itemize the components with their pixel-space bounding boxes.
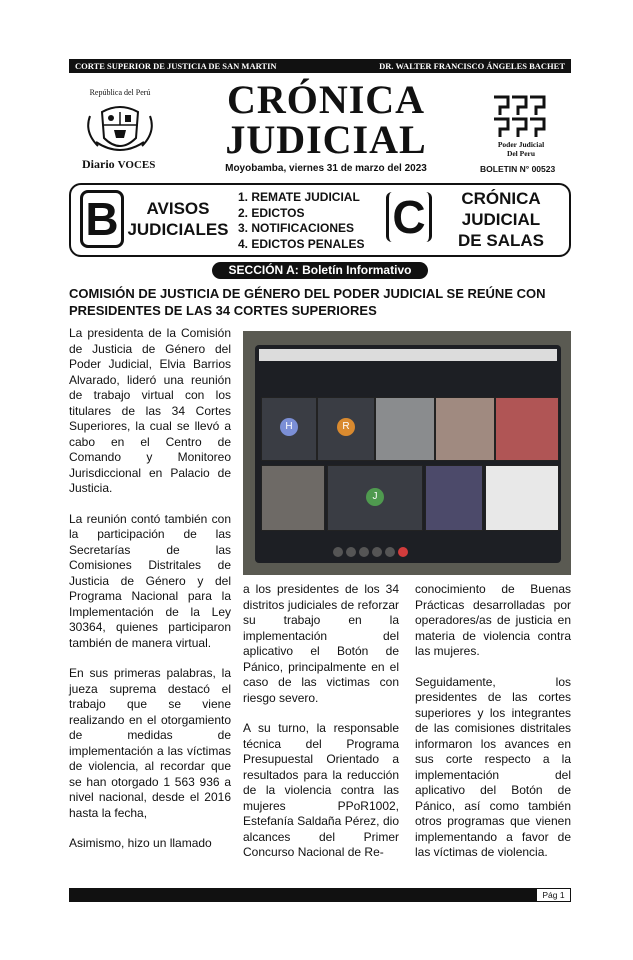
participant-avatar: H (280, 418, 298, 436)
participant-tile (317, 397, 375, 461)
participant-tile (435, 397, 495, 461)
browser-bar (259, 349, 557, 361)
participant-tile (425, 465, 483, 531)
avisos-line1: AVISOS (146, 199, 210, 218)
pj-line2: Del Peru (506, 149, 536, 158)
boletin-number: BOLETIN N° 00523 (480, 164, 556, 174)
article-column-2 (243, 582, 399, 876)
editor-name: DR. WALTER FRANCISCO ÁNGELES BACHET (379, 61, 565, 71)
paragraph: En sus primeras palabras, la jueza suprema destacó el trabajo que se viene realizando en el otorgamiento de medidas de implementación a las víctimas de violencia, al recordar que se han otorgado 1 563 936 a nivel nacional, desde el 2016 hasta la fecha, (69, 666, 231, 820)
salas-line2: JUDICIAL (461, 210, 541, 229)
list-item: 4. EDICTOS PENALES (238, 236, 365, 251)
chat-icon (372, 547, 382, 557)
diario-name: VOCES (117, 159, 156, 171)
pj-line1: Poder Judicial (497, 140, 545, 149)
share-icon (359, 547, 369, 557)
emblem-arc-text: República del Perú (89, 88, 151, 97)
participant-avatar: J (366, 488, 384, 506)
more-icon (385, 547, 395, 557)
header-bar (69, 59, 571, 73)
participant-tile (261, 397, 317, 461)
article-column-1 (69, 326, 231, 867)
paragraph: A su turno, la responsable técnica del Programa Presupuestal Orientado a resultados para la reducción de la violencia contra las mujeres PPoR1002, Estefanía Saldaña Pérez, dio alcances del Primer Concurso Nacional de Re- (243, 721, 399, 859)
call-controls (333, 544, 483, 558)
participant-tile (327, 465, 423, 531)
meeting-photo (243, 331, 571, 575)
paragraph: La reunión contó también con la participación de las Secretarías de las Comisiones Distritales de Justicia de Género y del Programa Nacional para la Implementación de la Ley 30364, quienes participaron también de manera virtual. (69, 511, 231, 650)
participant-tile (485, 465, 559, 531)
avisos-line2: JUDICIALES (127, 220, 229, 239)
mic-icon (333, 547, 343, 557)
diario-prefix: Diario (82, 157, 115, 171)
participant-avatar: R (337, 418, 355, 436)
salas-line1: CRÓNICA (461, 189, 541, 208)
paragraph: Asimismo, hizo un llamado (69, 836, 212, 850)
list-item: 1. REMATE JUDICIAL (238, 190, 360, 204)
participant-tile (375, 397, 435, 461)
diario-voces (82, 157, 155, 172)
page-number: Pág 1 (536, 888, 571, 902)
dateline: Moyobamba, viernes 31 de marzo del 2023 (225, 163, 427, 174)
section-c-letter: C (386, 192, 432, 242)
masthead-title-line2: JUDICIAL (225, 117, 427, 162)
camera-icon (346, 547, 356, 557)
salas-line3: DE SALAS (458, 231, 544, 250)
avisos-judiciales (122, 198, 234, 240)
list-item: 3. NOTIFICACIONES (238, 221, 355, 235)
section-pill: SECCIÓN A: Boletín Informativo (212, 262, 428, 279)
list-item: 2. EDICTOS (238, 205, 305, 220)
article-headline: COMISIÓN DE JUSTICIA DE GÉNERO DEL PODER JUDICIAL SE REÚNE CON PRESIDENTES DE LAS 34 CORTES SUPERIORES (69, 286, 546, 318)
participant-tile (261, 465, 325, 531)
paragraph: Seguidamente, los presidentes de las cortes superiores y los integrantes de las comisiones distritales informaron los avances en sus corte respecto a la implementación del aplicativo del Botón de Pánico, así como también otros programas que vienen implementando a favor de las víctimas de violencia. (415, 674, 571, 859)
footer-bar (69, 888, 571, 902)
participant-tile (495, 397, 559, 461)
section-b-letter: B (80, 190, 124, 248)
masthead-title-line1: CRÓNICA (226, 77, 426, 122)
hangup-icon (398, 547, 408, 557)
paragraph: conocimiento de Buenas Prácticas desarrolladas por operadores/as de justicia en materia de violencia contra las mujeres. (415, 582, 571, 658)
section-b-list (238, 190, 364, 252)
court-name: CORTE SUPERIOR DE JUSTICIA DE SAN MARTIN (75, 61, 277, 71)
paragraph: a los presidentes de los 34 distritos judiciales de reforzar su trabajo en la implementación del aplicativo el Botón de Pánico, principalmente en el caso de las victimas con riesgo severo. (243, 582, 399, 705)
cronica-judicial-de-salas (438, 188, 564, 251)
paragraph: La presidenta de la Comisión de Justicia de Género del Poder Judicial, Elvia Barrios Alvarado, lideró una reunión de trabajo virtual con los titulares de las 34 Cortes Superiores, la cual se llevó a cabo en el Centro de Comando y Monitoreo Jurisdiccional en Palacio de Justicia. (69, 326, 231, 495)
poder-judicial-logo-icon (490, 93, 550, 141)
poder-judicial-name (479, 140, 563, 158)
article-column-3 (415, 582, 571, 876)
